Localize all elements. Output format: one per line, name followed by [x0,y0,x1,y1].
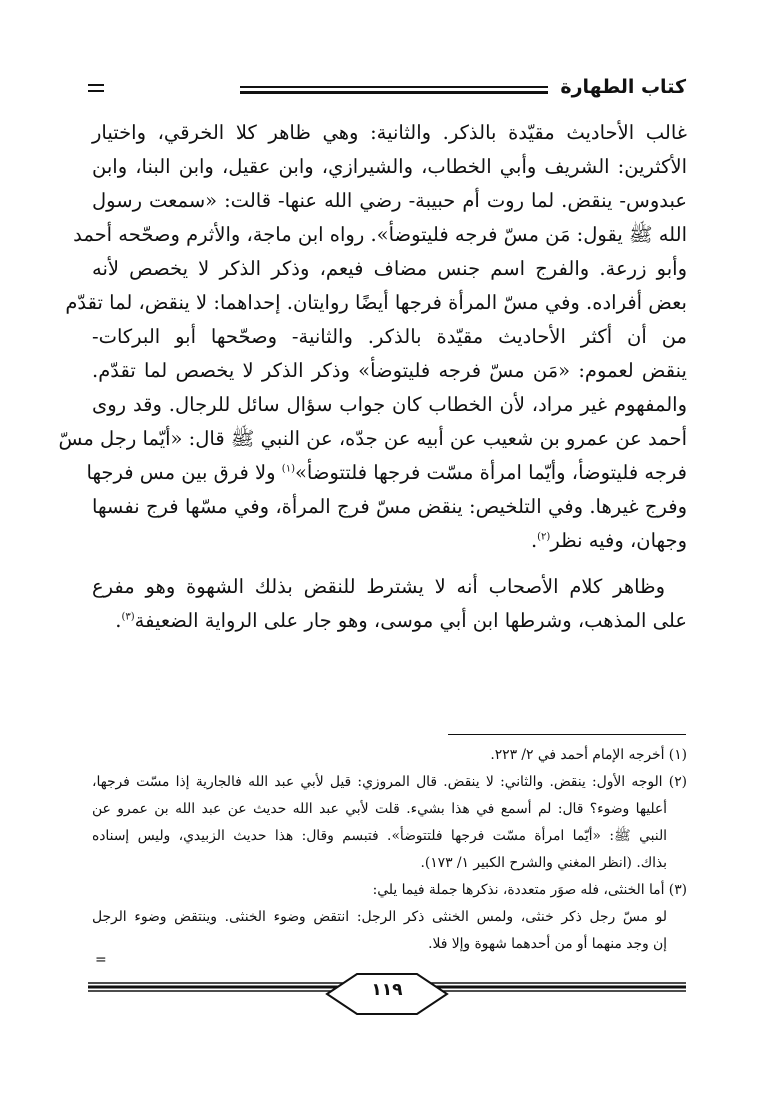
text-segment: . [530,529,538,552]
text-line: أحمد عن عمرو بن شعيب عن أبيه عن جدّه، عن النبي ﷺ قال: «أيّما رجل مسّ [58,427,687,450]
text-segment: وجهان، وفيه نظر [550,529,687,552]
text-line: غالب الأحاديث مقيّدة بالذكر. والثانية: وهي ظاهر كلا الخرقي، واختيار [92,121,687,144]
text-line: عبدوس- ينقض. لما روت أم حبيبة- رضي الله عنها- قالت: «سمعت رسول [92,189,687,212]
text-line [86,456,687,490]
footnote-line: أعليها وضوء؟ قال: لم أسمع في هذا بشيء. قلت لأبي عبد الله حديث عن عبد الله بن عمرو عن [92,801,667,817]
text-line: وظاهر كلام الأصحاب أنه لا يشترط للنقض بذلك الشهوة وهو مفرع [92,575,665,598]
text-segment: . [115,609,122,632]
text-segment: ولا فرق بين مس فرجها [86,461,282,484]
footnote-line: (١) أخرجه الإمام أحمد في ٢/ ٢٢٣. [490,747,687,763]
page-number: ١١٩ [371,980,403,1000]
header-ornament [88,90,104,92]
text-line: بعض أفراده. وفي مسّ المرأة فرجها أيضًا روايتان. إحداهما: لا ينقض، لما تقدّم [65,291,687,314]
text-line: الأكثرين: الشريف وأبي الخطاب، والشيرازي، وابن عقيل، وابن البنا، وابن [92,155,687,178]
text-segment: على المذهب، وشرطها ابن أبي موسى، وهو جار على الرواية الضعيفة [134,609,687,632]
text-line: وأبو زرعة. والفرج اسم جنس مضاف فيعم، وذكر الذكر لا يخصص لأنه [92,257,687,280]
footnote-line: (٢) الوجه الأول: ينقض. والثاني: لا ينقض. قال المروزي: قيل لأبي عبد الله فالجارية إذا مسّت فرجها، [92,774,687,790]
page-footer [88,972,686,1016]
footnotes [92,742,687,968]
text-line: ينقض لعموم: «مَن مسّ فرجه فليتوضأ» وذكر الذكر لا يخصص لما تقدّم. [92,359,687,382]
continuation-mark: = [95,952,107,968]
text-segment: فرجه فليتوضأ، وأيّما امرأة مسّت فرجها فلتتوضأ» [294,461,687,484]
text-line: الله ﷺ يقول: مَن مسّ فرجه فليتوضأ». رواه ابن ماجة، والأثرم وصحّحه أحمد [73,223,687,246]
footnote-ref: (٣) [121,611,135,623]
footnote-line: لو مسّ رجل ذكر خنثى، ولمس الخنثى ذكر الرجل: انتقض وضوء الخنثى. وينتقض وضوء الرجل [92,909,667,925]
footnote-line: النبي ﷺ: «أيّما امرأة مسّت فرجها فلتتوضأ». فتبسم وقال: هذا حديث الزبيدي، وليس إسناده [92,828,667,844]
text-line [92,604,687,638]
header-rule [240,91,548,94]
text-line: من أن أكثر الأحاديث مقيّدة بالذكر. والثانية- وصحّحها أبو البركات- [92,325,687,348]
footnote-line: إن وجد منهما أو من أحدهما شهوة وإلا فلا. [428,936,667,952]
footnote-line: بذاك. (انظر المغني والشرح الكبير ١/ ١٧٣). [420,855,667,871]
text-line [92,524,687,558]
main-text [58,116,687,638]
header-rule [240,86,548,88]
running-header [88,76,686,102]
footnote-line: (٣) أما الخنثى، فله صوَر متعددة، نذكرها جملة فيما يلي: [372,882,687,898]
footnote-ref: (٢) [537,531,551,543]
paragraph-gap [92,558,687,570]
header-title: كتاب الطهارة [560,76,686,98]
footnote-divider [448,734,686,735]
header-ornament [88,84,104,86]
footnote-ref: (١) [281,463,295,475]
text-line: وفرج غيرها. وفي التلخيص: ينقض مسّ فرج المرأة، وفي مسّها فرج نفسها [92,495,687,518]
text-line: والمفهوم غير مراد، لأن الخطاب كان جواب سؤال سائل للرجال. وقد روى [92,393,687,416]
